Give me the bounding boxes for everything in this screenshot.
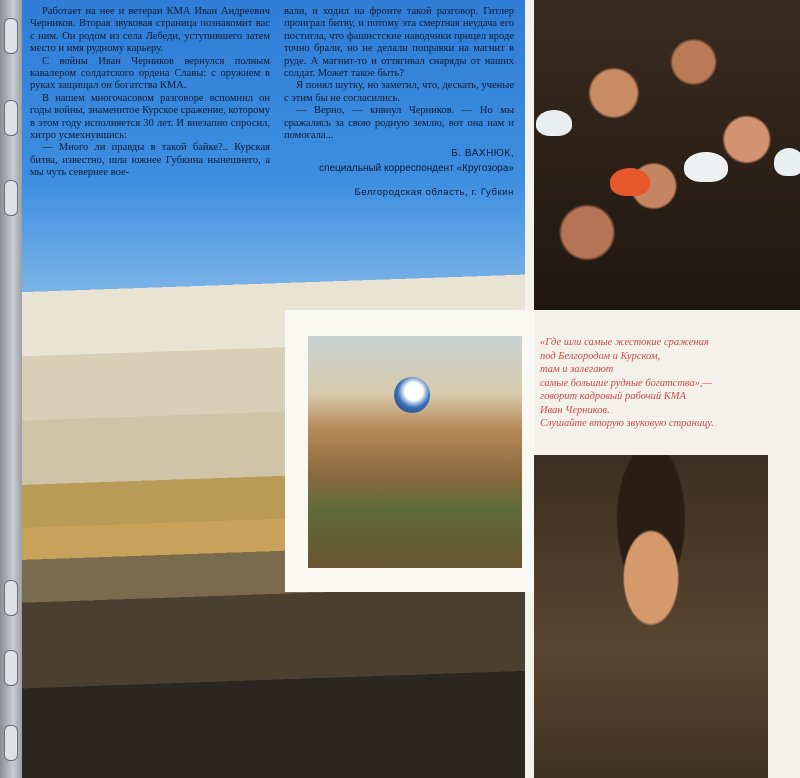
dateline-place: Белгородская область, г. Губкин [354, 187, 514, 199]
article-paragraph: Я понял шутку, но заметил, что, дескать, ученые с этим бы не согласились. [284, 80, 514, 104]
article-column-1 [30, 6, 270, 180]
helmet-orange [610, 168, 650, 196]
helmet-white [536, 110, 572, 136]
flexi-disc-center-hole [394, 377, 430, 413]
article-paragraph: — Много ли правды в такой байке?.. Курская битва, известно, шла южнее Губкина нынешнего, а мы чуть севернее вое- [30, 142, 270, 179]
binding-ring [4, 725, 18, 761]
worker-portrait-photo [534, 455, 768, 778]
binding-ring [4, 180, 18, 216]
binding-ring [4, 650, 18, 686]
article-paragraph: Работает на нее и ветеран КМА Иван Андреевич Черников. Вторая звуковая страница познакомит вас с ним. Он родом из села Лебеди, уступившего затем место и имя рудному карьеру. [30, 6, 270, 55]
photo-caption: «Где шли самые жестокие сражения под Белгородом и Курском, там и залегают самые большие рудные богатства»,— говорит кадровый рабочий КМА Иван Черников. Слушайте вторую звуковую страницу. [540, 337, 714, 429]
industrial-plant-photo [308, 336, 522, 568]
article-column-2 [284, 6, 514, 200]
helmet-white [774, 148, 800, 176]
binding-ring [4, 18, 18, 54]
binding-spine [0, 0, 22, 778]
article-paragraph: вали, и ходил на фронте такой разговор. Гитлер проиграл битву, и потому эта смертная неудача его постигла, что фашистские наводчики прицел вроде точно брали, но не делали поправки на магнит в руде. А магнит-то и оттягивал снаряды от наших солдат. Может такое быть? [284, 6, 514, 80]
article-paragraph: В нашем многочасовом разговоре вспомнил он годы войны, знаменитое Курское сражение, которому в этом году исполняется 30 лет. И внезапно спросил, хитро усмехнувшись: [30, 92, 270, 142]
crowd-photo [534, 0, 800, 310]
article-paragraph: — Верно, — кивнул Черников. — Но мы сражались за свою родную землю, вот она нам и помогала... [284, 105, 514, 142]
binding-ring [4, 100, 18, 136]
article-paragraph: С войны Иван Черников вернулся полным кавалером солдатского ордена Славы: с оружием в руках защищал он богатства КМА. [30, 55, 270, 92]
author-role: специальный корреспондент «Кругозора» [319, 162, 514, 174]
binding-ring [4, 580, 18, 616]
author-name: Б. ВАХНЮК, [451, 148, 514, 160]
helmet-white [684, 152, 728, 182]
